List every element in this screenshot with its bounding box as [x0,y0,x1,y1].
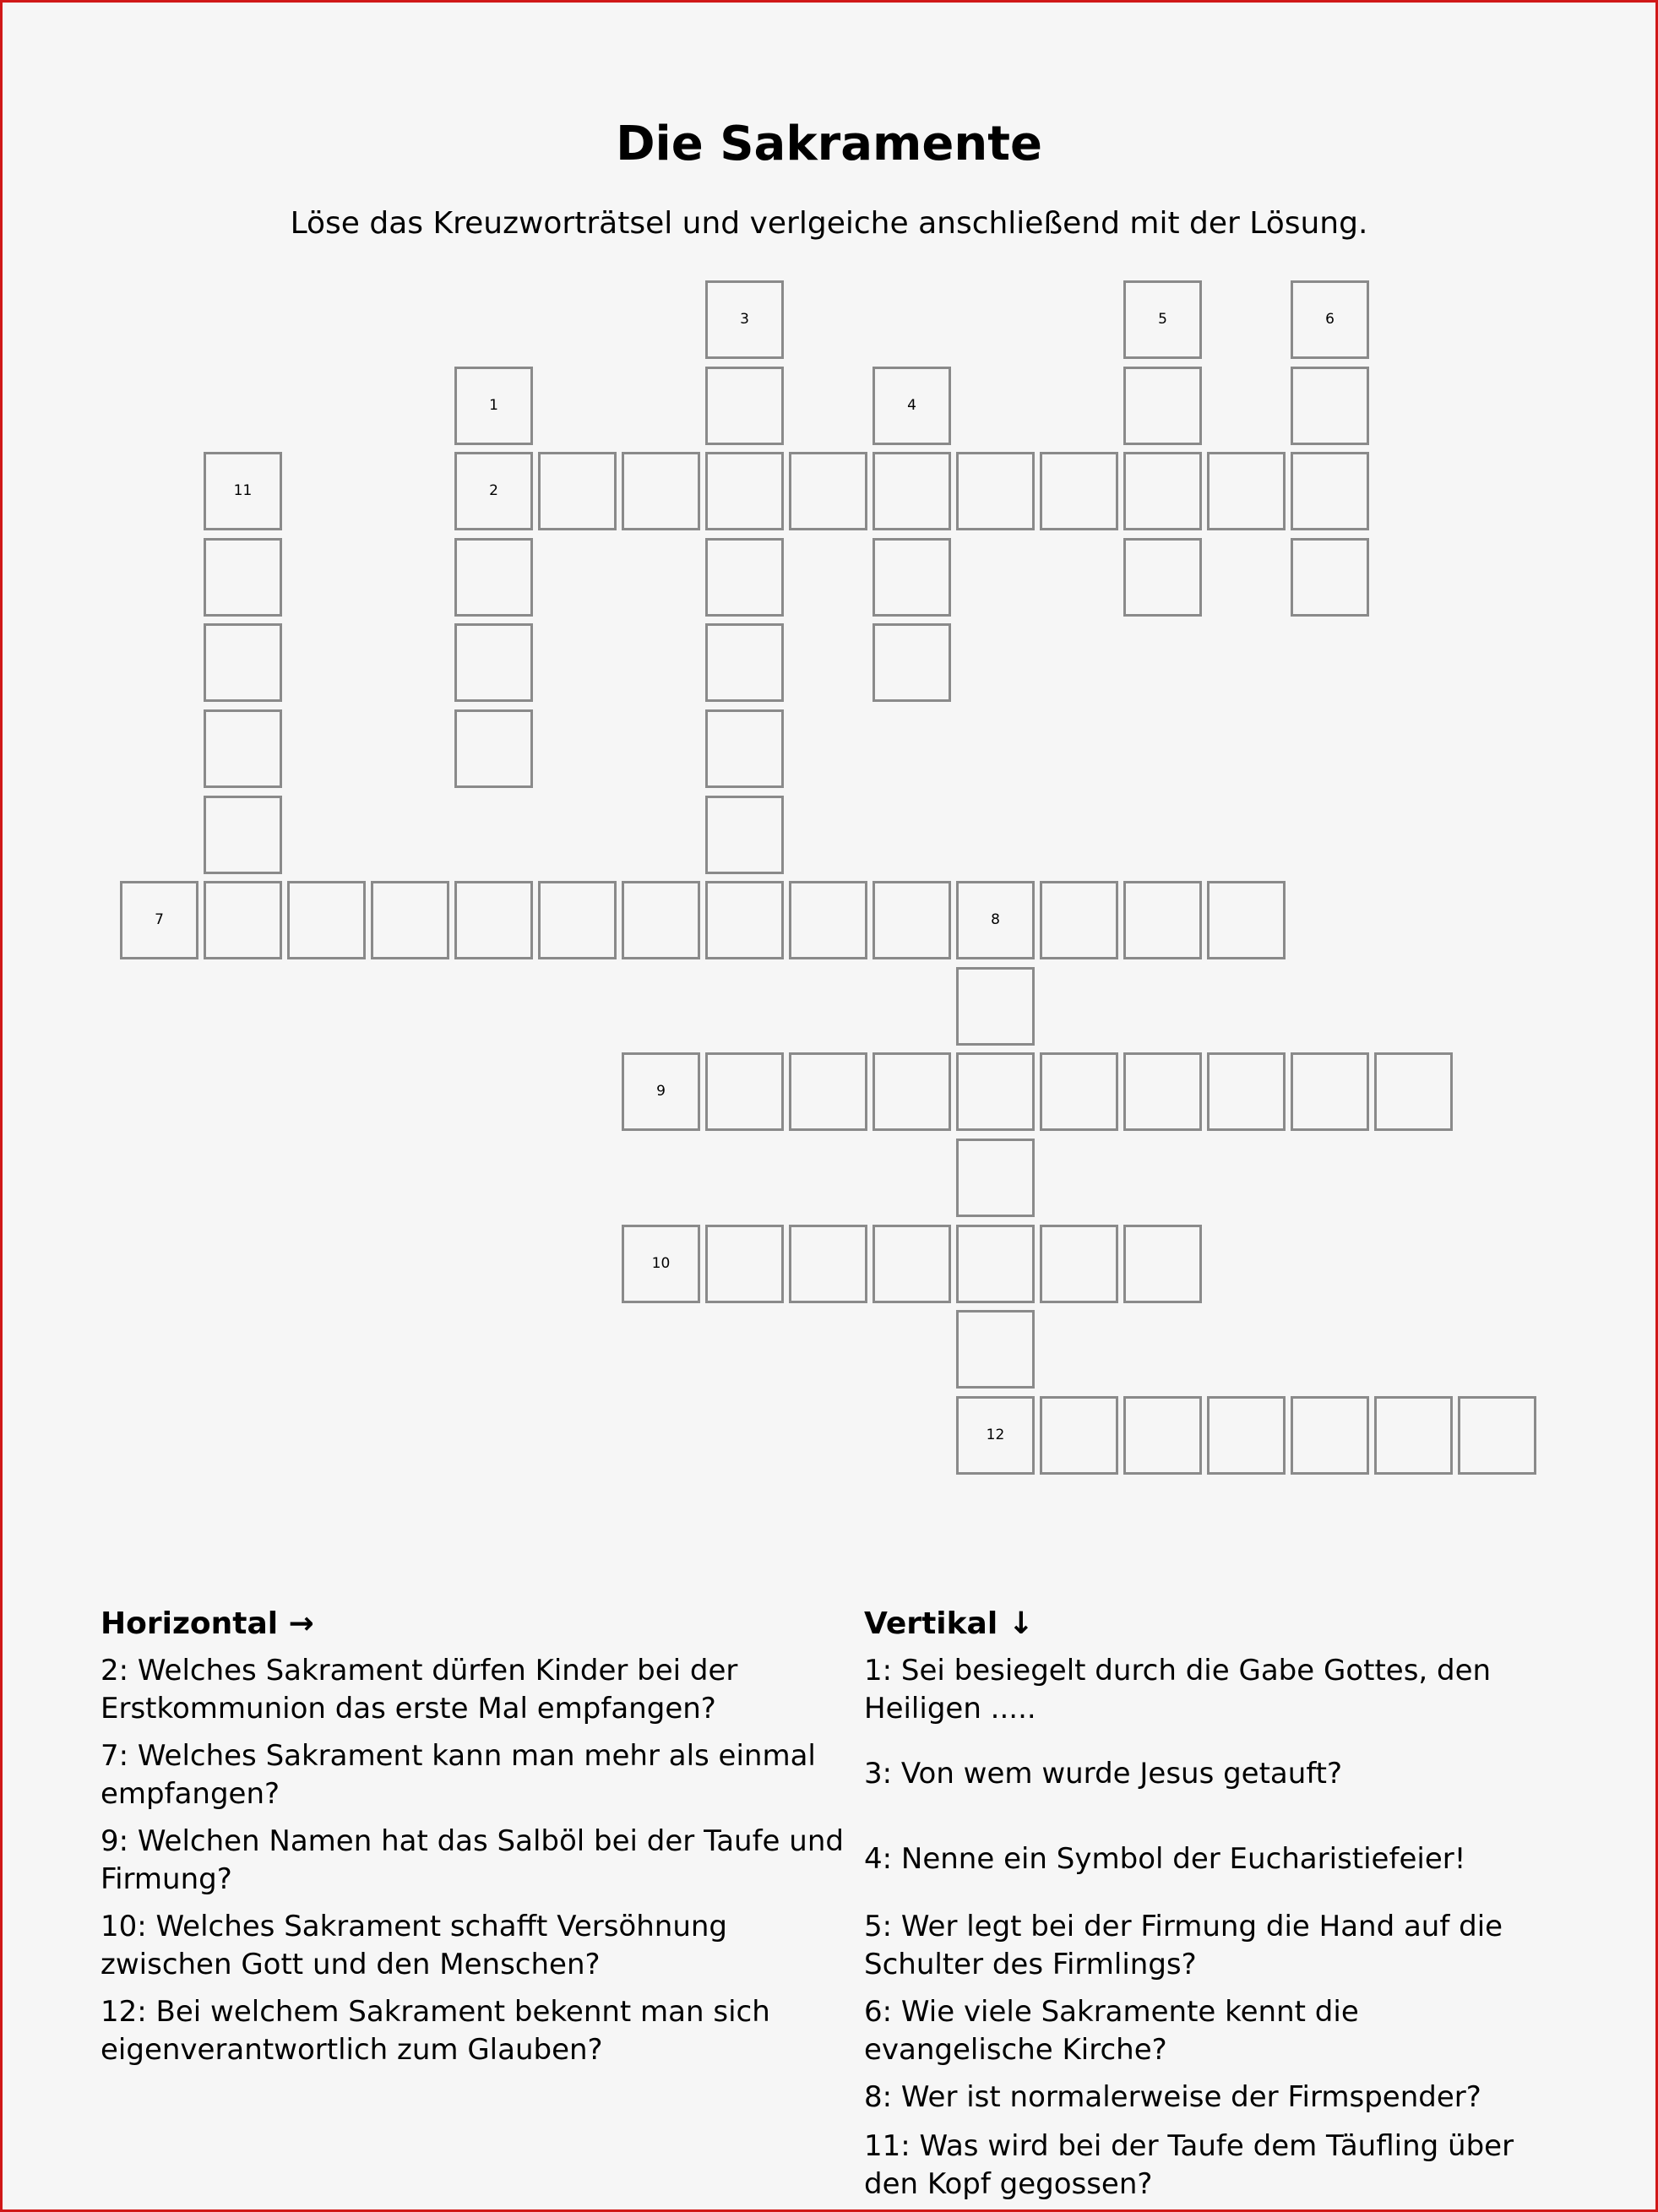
crossword-cell[interactable] [204,623,282,702]
crossword-cell-5[interactable]: 5 [1123,280,1202,359]
crossword-cell[interactable] [956,1310,1035,1389]
crossword-cell[interactable] [1040,1052,1118,1131]
crossword-cell[interactable] [872,538,951,617]
crossword-cell[interactable] [789,1225,867,1303]
clue-across-2: 2: Welches Sakrament dürfen Kinder bei der Erstkommunion das erste Mal empfangen? [101,1654,738,1726]
crossword-cell[interactable] [956,1225,1035,1303]
crossword-cell-2[interactable]: 2 [454,452,533,530]
crossword-cell[interactable] [1374,1052,1453,1131]
crossword-cell[interactable] [1291,452,1369,530]
crossword-cell[interactable] [1458,1396,1536,1475]
crossword-cell[interactable] [1040,452,1118,530]
clue-down-6: 6: Wie viele Sakramente kennt die evangelische Kirche? [864,1995,1359,2067]
crossword-cell[interactable] [1291,1052,1369,1131]
crossword-cell[interactable] [538,452,617,530]
crossword-cell[interactable] [872,623,951,702]
crossword-cell[interactable] [1123,1225,1202,1303]
crossword-cell[interactable] [454,538,533,617]
crossword-cell[interactable] [872,452,951,530]
crossword-cell[interactable] [872,881,951,959]
clue-down-8: 8: Wer ist normalerweise der Firmspender? [864,2080,1481,2114]
crossword-cell[interactable] [705,796,784,874]
crossword-cell[interactable] [1291,1396,1369,1475]
crossword-cell[interactable] [538,881,617,959]
crossword-cell-12[interactable]: 12 [956,1396,1035,1475]
crossword-cell-4[interactable]: 4 [872,367,951,445]
crossword-cell[interactable] [1123,1396,1202,1475]
clue-down-5: 5: Wer legt bei der Firmung die Hand auf die Schulter des Firmlings? [864,1910,1503,1981]
crossword-cell-3[interactable]: 3 [705,280,784,359]
crossword-cell-11[interactable]: 11 [204,452,282,530]
crossword-cell[interactable] [1291,367,1369,445]
horizontal-clues-heading: Horizontal → [101,1606,314,1641]
crossword-cell-1[interactable]: 1 [454,367,533,445]
crossword-cell[interactable] [204,796,282,874]
crossword-cell[interactable] [705,709,784,788]
crossword-cell[interactable] [705,1225,784,1303]
crossword-cell[interactable] [1123,1052,1202,1131]
crossword-cell[interactable] [956,452,1035,530]
clue-across-7: 7: Welches Sakrament kann man mehr als einmal empfangen? [101,1739,816,1811]
horizontal-clues [101,1603,844,2067]
crossword-cell[interactable] [204,709,282,788]
crossword-cell[interactable] [705,452,784,530]
crossword-cell[interactable] [956,1139,1035,1217]
clue-down-11: 11: Was wird bei der Taufe dem Täufling über den Kopf gegossen? [864,2129,1514,2201]
crossword-cell[interactable] [705,623,784,702]
crossword-cell[interactable] [1207,1052,1286,1131]
page-title: Die Sakramente [616,117,1042,171]
crossword-cell[interactable] [1040,881,1118,959]
crossword-cell[interactable] [204,881,282,959]
crossword-cell[interactable] [371,881,449,959]
crossword-cell[interactable] [622,452,700,530]
crossword-cell[interactable] [789,452,867,530]
crossword-cell[interactable] [454,623,533,702]
clue-down-4: 4: Nenne ein Symbol der Eucharistiefeier! [864,1842,1466,1876]
crossword-cell[interactable] [287,881,366,959]
crossword-cell[interactable] [956,967,1035,1046]
page-subtitle: Löse das Kreuzworträtsel und verlgeiche anschließend mit der Lösung. [290,206,1368,241]
crossword-cell[interactable] [1207,1396,1286,1475]
crossword-cell[interactable] [622,881,700,959]
crossword-cell[interactable] [705,1052,784,1131]
crossword-cell[interactable] [1374,1396,1453,1475]
crossword-cell[interactable] [872,1052,951,1131]
clue-down-1: 1: Sei besiegelt durch die Gabe Gottes, den Heiligen ..... [864,1654,1492,1726]
crossword-cell-8[interactable]: 8 [956,881,1035,959]
vertical-clues [864,1603,1557,2201]
crossword-cell-9[interactable]: 9 [622,1052,700,1131]
crossword-cell[interactable] [705,881,784,959]
crossword-cell[interactable] [1123,881,1202,959]
crossword-cell[interactable] [789,1052,867,1131]
crossword-cell[interactable] [454,709,533,788]
crossword-cell[interactable] [454,881,533,959]
crossword-cell[interactable] [1123,452,1202,530]
crossword-cell-6[interactable]: 6 [1291,280,1369,359]
clue-across-9: 9: Welchen Namen hat das Salböl bei der Taufe und Firmung? [101,1824,844,1896]
crossword-cell[interactable] [872,1225,951,1303]
crossword-cell-7[interactable]: 7 [120,881,198,959]
crossword-cell[interactable] [1207,452,1286,530]
crossword-cell-10[interactable]: 10 [622,1225,700,1303]
crossword-cell[interactable] [1123,538,1202,617]
crossword-cell[interactable] [705,538,784,617]
crossword-cell[interactable] [1040,1225,1118,1303]
crossword-cell[interactable] [705,367,784,445]
crossword-cell[interactable] [956,1052,1035,1131]
crossword-cell[interactable] [1291,538,1369,617]
clue-across-10: 10: Welches Sakrament schafft Versöhnung zwischen Gott und den Menschen? [101,1910,728,1981]
crossword-cell[interactable] [204,538,282,617]
crossword-cell[interactable] [789,881,867,959]
crossword-cell[interactable] [1207,881,1286,959]
vertical-clues-heading: Vertikal ↓ [864,1606,1034,1641]
crossword-cell[interactable] [1040,1396,1118,1475]
clue-across-12: 12: Bei welchem Sakrament bekennt man sich eigenverantwortlich zum Glauben? [101,1995,770,2067]
crossword-cell[interactable] [1123,367,1202,445]
clue-down-3: 3: Von wem wurde Jesus getauft? [864,1757,1343,1791]
